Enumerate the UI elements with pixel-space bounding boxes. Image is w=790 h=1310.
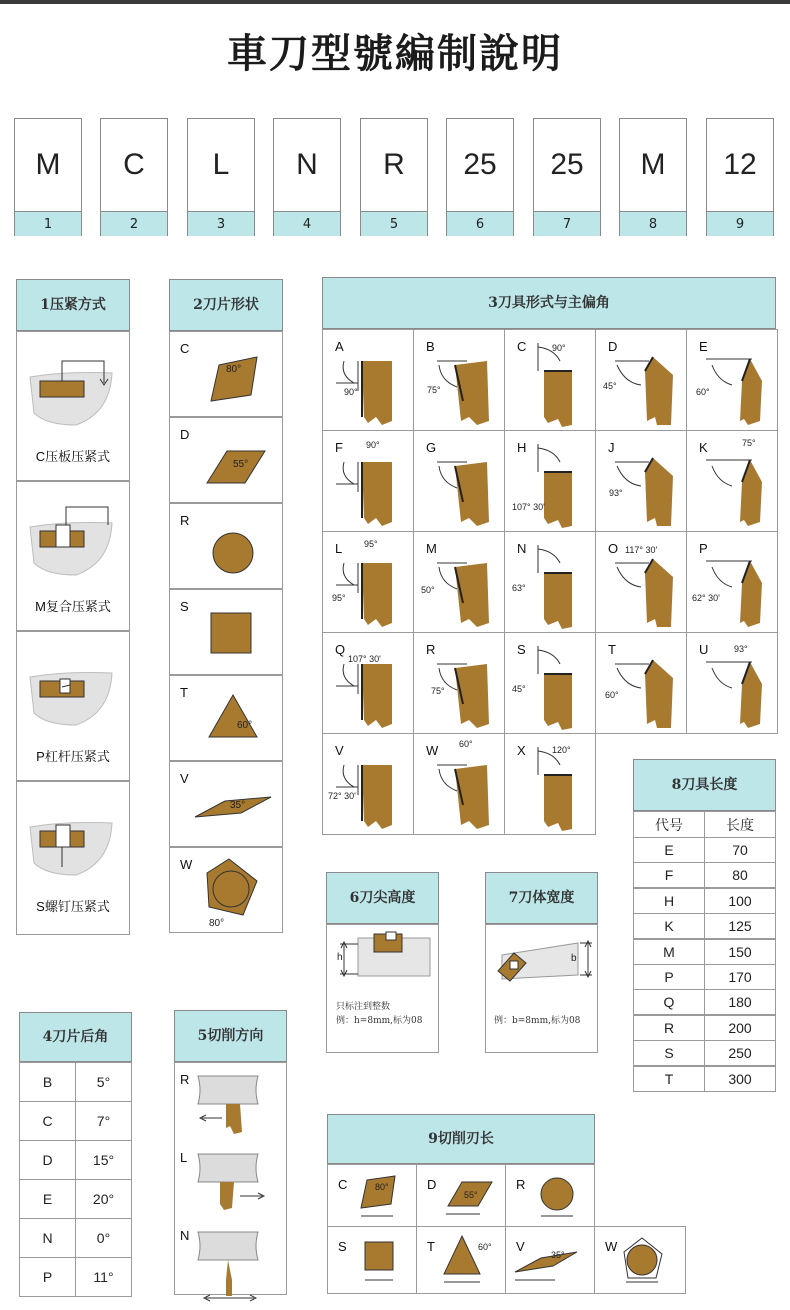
tool-form-letter: X bbox=[517, 743, 526, 758]
tool-form-letter: Q bbox=[335, 642, 346, 657]
code-box bbox=[706, 118, 774, 236]
insert-shape-icon bbox=[199, 857, 279, 921]
code-index: 1 bbox=[15, 211, 81, 236]
clamp-diagram-icon bbox=[26, 803, 122, 883]
tool-form-icon bbox=[605, 432, 685, 530]
tool-form-angle: 72° 30' bbox=[328, 791, 356, 801]
tool-form-letter: L bbox=[335, 541, 343, 556]
length-code: F bbox=[633, 862, 705, 888]
tool-form-icon bbox=[514, 634, 594, 732]
tool-form-angle: 107° 30' bbox=[348, 654, 381, 664]
tool-form-icon bbox=[696, 331, 776, 429]
clearance-code: C bbox=[19, 1101, 76, 1141]
tool-form-angle: 117° 30' bbox=[625, 545, 658, 555]
insert-shape-icon bbox=[205, 525, 285, 589]
tool-form-angle: 60° bbox=[459, 739, 473, 749]
code-box bbox=[273, 118, 341, 236]
clamp-label: M复合压紧式 bbox=[35, 599, 111, 614]
tool-form-letter: O bbox=[608, 541, 619, 556]
tool-form-icon bbox=[332, 331, 412, 429]
code-index: 8 bbox=[620, 211, 686, 236]
insert-shape-icon bbox=[207, 349, 287, 413]
page-title: 車刀型號編制說明 bbox=[227, 31, 563, 77]
insert-shape-letter: S bbox=[180, 599, 189, 614]
tool-form-angle: 60° bbox=[605, 690, 619, 700]
tool-form-angle: 90° bbox=[344, 387, 358, 397]
code-box bbox=[14, 118, 82, 236]
length-value: 125 bbox=[704, 913, 776, 939]
tool-form-angle: 63° bbox=[512, 583, 526, 593]
clearance-angle: 11° bbox=[75, 1257, 132, 1297]
tool-form-letter: H bbox=[517, 440, 527, 455]
cut-direction-icon bbox=[196, 1074, 268, 1146]
edge-length-letter: R bbox=[516, 1177, 526, 1192]
edge-length-letter: S bbox=[338, 1239, 347, 1254]
code-index: 3 bbox=[188, 211, 254, 236]
tool-form-angle: 75° bbox=[742, 438, 756, 448]
length-value: 170 bbox=[704, 964, 776, 990]
tool-form-angle: 62° 30' bbox=[692, 593, 720, 603]
length-code: R bbox=[633, 1015, 705, 1041]
edge-length-icon bbox=[357, 1176, 421, 1228]
length-code-header: 代号 bbox=[633, 811, 705, 838]
insert-shape-icon bbox=[195, 779, 275, 843]
insert-angle: 55° bbox=[233, 459, 249, 470]
tool-form-letter: K bbox=[699, 440, 708, 455]
edge-length-angle: 55° bbox=[464, 1190, 478, 1200]
length-code: Q bbox=[633, 989, 705, 1015]
insert-angle: 80° bbox=[226, 364, 242, 375]
section4-header: 4刀片后角 bbox=[19, 1012, 132, 1062]
clearance-angle: 0° bbox=[75, 1218, 132, 1258]
tool-form-letter: D bbox=[608, 339, 618, 354]
edge-length-letter: V bbox=[516, 1239, 525, 1254]
section5-header: 5切削方向 bbox=[174, 1010, 287, 1062]
insert-shape-letter: R bbox=[180, 513, 190, 528]
insert-angle: 60° bbox=[237, 720, 253, 731]
tool-form-letter: R bbox=[426, 642, 436, 657]
tool-form-letter: T bbox=[608, 642, 616, 657]
tool-form-icon bbox=[605, 634, 685, 732]
clamp-label: P杠杆压紧式 bbox=[36, 749, 110, 764]
tool-form-angle: 107° 30' bbox=[512, 502, 545, 512]
tool-form-angle: 90° bbox=[366, 440, 380, 450]
edge-length-letter: C bbox=[338, 1177, 348, 1192]
clearance-code: D bbox=[19, 1140, 76, 1180]
clearance-angle: 15° bbox=[75, 1140, 132, 1180]
code-index: 2 bbox=[101, 211, 167, 236]
edge-length-angle: 35° bbox=[551, 1250, 565, 1260]
tool-form-angle: 45° bbox=[603, 381, 617, 391]
tool-form-letter: A bbox=[335, 339, 344, 354]
code-box bbox=[533, 118, 601, 236]
edge-length-angle: 60° bbox=[478, 1242, 492, 1252]
length-value: 250 bbox=[704, 1040, 776, 1066]
length-code: K bbox=[633, 913, 705, 939]
clearance-code: B bbox=[19, 1062, 76, 1102]
tool-form-angle: 50° bbox=[421, 585, 435, 595]
section6-header: 6刀尖高度 bbox=[326, 872, 439, 924]
tool-form-letter: B bbox=[426, 339, 435, 354]
tool-form-icon bbox=[423, 533, 503, 631]
tool-form-angle: 60° bbox=[696, 387, 710, 397]
code-box bbox=[187, 118, 255, 236]
top-rule bbox=[0, 0, 790, 4]
tool-form-letter: U bbox=[699, 642, 709, 657]
tool-form-icon bbox=[423, 331, 503, 429]
code-index: 7 bbox=[534, 211, 600, 236]
body-width-dim: b bbox=[571, 953, 577, 964]
clamp-label: S螺钉压紧式 bbox=[36, 899, 110, 914]
clearance-code: N bbox=[19, 1218, 76, 1258]
body-width-example: 例：b=8mm,标为08 bbox=[494, 1016, 581, 1026]
length-value: 100 bbox=[704, 888, 776, 914]
length-value: 80 bbox=[704, 862, 776, 888]
code-value: L bbox=[212, 148, 230, 181]
code-index: 6 bbox=[447, 211, 513, 236]
edge-length-icon bbox=[515, 1236, 579, 1288]
section2-header: 2刀片形状 bbox=[169, 279, 283, 331]
clearance-code: E bbox=[19, 1179, 76, 1219]
clamp-diagram-icon bbox=[26, 353, 122, 433]
clamp-label: C压板压紧式 bbox=[35, 449, 111, 464]
clearance-code: P bbox=[19, 1257, 76, 1297]
length-code: M bbox=[633, 939, 705, 965]
length-value: 200 bbox=[704, 1015, 776, 1041]
tool-form-angle: 90° bbox=[552, 343, 566, 353]
insert-shape-letter: W bbox=[180, 857, 193, 872]
cut-direction-letter: L bbox=[180, 1150, 188, 1165]
code-index: 9 bbox=[707, 211, 773, 236]
edge-length-letter: W bbox=[605, 1239, 618, 1254]
insert-shape-icon bbox=[205, 607, 285, 671]
code-box bbox=[446, 118, 514, 236]
tool-form-letter: E bbox=[699, 339, 708, 354]
tool-form-letter: P bbox=[699, 541, 708, 556]
code-value: M bbox=[35, 148, 61, 181]
clamp-diagram-icon bbox=[26, 653, 122, 733]
tool-form-letter: S bbox=[517, 642, 526, 657]
tool-form-icon bbox=[696, 533, 776, 631]
tool-form-letter: G bbox=[426, 440, 437, 455]
tool-form-icon bbox=[332, 735, 412, 833]
code-index: 4 bbox=[274, 211, 340, 236]
tool-form-icon bbox=[514, 533, 594, 631]
section8-header: 8刀具长度 bbox=[633, 759, 776, 811]
tool-form-angle: 75° bbox=[431, 686, 445, 696]
insert-shape-letter: T bbox=[180, 685, 188, 700]
section1-header: 1压紧方式 bbox=[16, 279, 130, 331]
tool-form-angle: 93° bbox=[734, 644, 748, 654]
length-value: 150 bbox=[704, 939, 776, 965]
insert-shape-letter: V bbox=[180, 771, 189, 786]
clearance-angle: 7° bbox=[75, 1101, 132, 1141]
edge-length-icon bbox=[442, 1234, 506, 1286]
section9-header: 9切削刃长 bbox=[327, 1114, 595, 1164]
tool-form-angle: 95° bbox=[332, 593, 346, 603]
length-value-header: 长度 bbox=[704, 811, 776, 838]
tip-height-icon bbox=[334, 930, 434, 986]
cut-direction-letter: N bbox=[180, 1228, 190, 1243]
body-width-icon bbox=[492, 935, 596, 987]
code-value: 25 bbox=[463, 148, 497, 181]
code-box bbox=[619, 118, 687, 236]
insert-shape-letter: D bbox=[180, 427, 190, 442]
section7-header: 7刀体宽度 bbox=[485, 872, 598, 924]
tool-form-letter: N bbox=[517, 541, 527, 556]
code-box bbox=[360, 118, 428, 236]
tool-form-icon bbox=[514, 432, 594, 530]
clearance-angle: 20° bbox=[75, 1179, 132, 1219]
edge-length-icon bbox=[622, 1236, 686, 1288]
edge-length-letter: D bbox=[427, 1177, 437, 1192]
clamp-diagram-icon bbox=[26, 503, 122, 583]
length-code: T bbox=[633, 1066, 705, 1092]
code-index: 5 bbox=[361, 211, 427, 236]
length-value: 180 bbox=[704, 989, 776, 1015]
edge-length-letter: T bbox=[427, 1239, 435, 1254]
tool-form-icon bbox=[696, 432, 776, 530]
tool-form-icon bbox=[423, 634, 503, 732]
tool-form-angle: 45° bbox=[512, 684, 526, 694]
code-value: 12 bbox=[723, 148, 757, 181]
tool-form-letter: J bbox=[608, 440, 615, 455]
tool-form-letter: M bbox=[426, 541, 437, 556]
tip-height-dim: h bbox=[337, 952, 343, 963]
length-value: 300 bbox=[704, 1066, 776, 1092]
tool-form-angle: 93° bbox=[609, 488, 623, 498]
cut-direction-icon bbox=[196, 1152, 268, 1224]
code-value: C bbox=[123, 148, 145, 181]
tool-form-angle: 95° bbox=[364, 539, 378, 549]
tip-height-example: 例：h=8mm,标为08 bbox=[336, 1016, 423, 1026]
tool-form-angle: 75° bbox=[427, 385, 441, 395]
edge-length-icon bbox=[444, 1178, 508, 1230]
code-box bbox=[100, 118, 168, 236]
insert-shape-icon bbox=[199, 441, 279, 505]
code-value: N bbox=[296, 148, 318, 181]
tool-form-icon bbox=[423, 735, 503, 833]
tool-form-icon bbox=[332, 634, 412, 732]
cut-direction-letter: R bbox=[180, 1072, 190, 1087]
insert-angle: 80° bbox=[209, 918, 225, 929]
length-code: E bbox=[633, 837, 705, 863]
code-value: 25 bbox=[550, 148, 584, 181]
tool-form-letter: W bbox=[426, 743, 439, 758]
code-value: M bbox=[640, 148, 666, 181]
code-value: R bbox=[383, 148, 405, 181]
cut-direction-icon bbox=[196, 1230, 268, 1302]
length-value: 70 bbox=[704, 837, 776, 863]
tool-form-letter: V bbox=[335, 743, 344, 758]
insert-shape-letter: C bbox=[180, 341, 190, 356]
length-code: P bbox=[633, 964, 705, 990]
edge-length-angle: 80° bbox=[375, 1182, 389, 1192]
length-code: H bbox=[633, 888, 705, 914]
tool-form-icon bbox=[605, 331, 685, 429]
tip-height-note: 只标注到整数 bbox=[336, 1002, 391, 1012]
length-code: S bbox=[633, 1040, 705, 1066]
clearance-angle: 5° bbox=[75, 1062, 132, 1102]
section3-header: 3刀具形式与主偏角 bbox=[322, 277, 776, 329]
insert-angle: 35° bbox=[230, 800, 246, 811]
tool-form-letter: F bbox=[335, 440, 343, 455]
edge-length-icon bbox=[539, 1176, 603, 1228]
tool-form-angle: 120° bbox=[552, 745, 571, 755]
tool-form-icon bbox=[423, 432, 503, 530]
tool-form-letter: C bbox=[517, 339, 527, 354]
